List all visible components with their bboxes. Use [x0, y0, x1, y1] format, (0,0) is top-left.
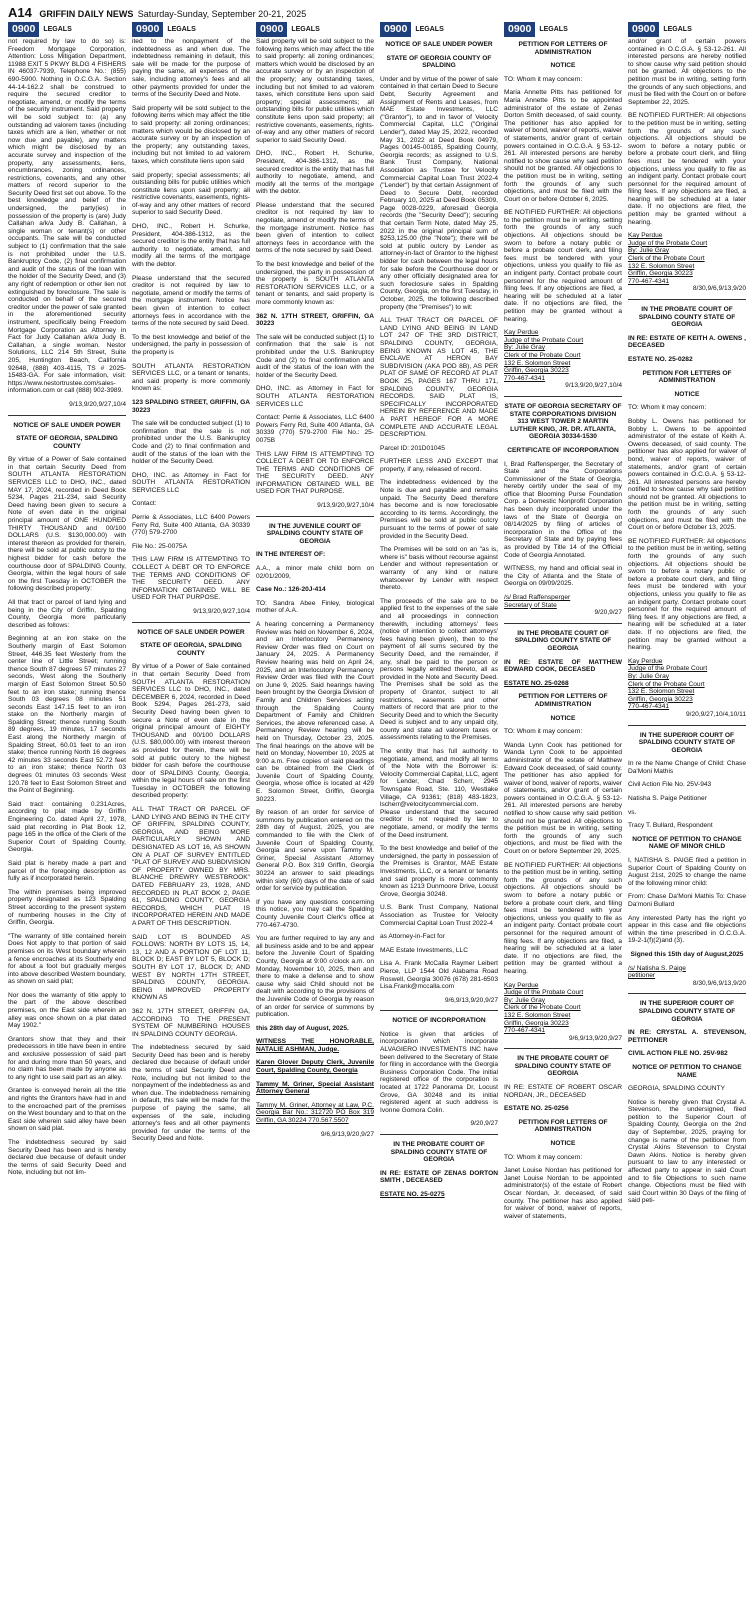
- signature-line: 132 E. Solomon Street: [504, 1011, 571, 1019]
- page-number: A14: [8, 5, 32, 20]
- notice-paragraph: Parcel ID: 201D01045: [380, 444, 445, 452]
- notice-paragraph: If you have any questions concerning this notice, you may call the Spalding County Juvenile Court Clerk's office at 770-467-4730.: [256, 898, 374, 929]
- section-code: 0900: [256, 22, 287, 37]
- section-code: 0900: [132, 22, 163, 37]
- section-label: LEGALS: [415, 26, 444, 33]
- signature-block: [628, 658, 746, 711]
- notice-paragraph: Karen Glover Deputy Clerk, Juvenile Court, Spalding County, Georgia: [256, 1059, 374, 1075]
- notice-paragraph: TO: Sandra Abee Finley, biological mother of A.A.: [256, 599, 374, 615]
- notice-paragraph: I, NATISHA S. PAIGE filed a petition in Superior Court of Spalding County on August 21st, 2025 to change the name of the following minor child:: [628, 857, 746, 887]
- notice-paragraph: ited to the nonpayment of the indebtedness as and when due. The indebtedness remaining in default, this sale will be made for the purpose of paying the same, all expenses of the sale, including attorney's fees and all other payments provided for under the terms of the Security Deed and Note.: [132, 38, 250, 99]
- publication-dates: 9/20,9/27: [594, 609, 622, 617]
- notice-paragraph: DHO, INC. as Attorney in Fact for SOUTH ATLANTA RESTORATION SERVICES LLC: [132, 471, 250, 494]
- notice-paragraph: FURTHER LESS AND EXCEPT that property, if any, released of record.: [380, 458, 498, 473]
- signature-block: [628, 232, 746, 285]
- signature-line: petitioner: [628, 972, 656, 980]
- notice-paragraph: Contact:: [132, 500, 157, 508]
- signature-line: Judge of the Probate Court: [628, 239, 708, 247]
- notice-paragraph: Please understand that the secured creditor is not required by law to negotiate, amend or modify the terms of the mortgage instrument. Notice has been given of intention to collect attorneys fees in accordance with the terms of the note secured by said Deed.: [132, 274, 250, 328]
- publication-dates: 8/30,9/6,9/13,9/20: [692, 285, 746, 293]
- notice-heading: CERTIFICATE OF INCORPORATION: [507, 446, 619, 454]
- notice-paragraph: Beginning at an iron stake on the Southerly margin of East Solomon Street, 446.35 feet Westerly from the center line of Little Street; running thence South 87 degrees 57 minutes 27 seconds, West along the Southerly margin of East Solomon Street 50.50 feet to an iron stake; running thence South 03 degrees 08 minutes 51 seconds East 147.15 feet to an iron stake on the Northerly margin of Spalding Street; thence running South 89 degrees, 19 minutes, 17 seconds East along the Northerly margin of Spalding Street, 60.01 feet to an iron stake; thence running North 16 degrees 42 minutes 33 seconds East 52.72 feet to an iron stake; thence North 03 degrees 01 minutes 03 seconds West 120.78 feet to East Solomon Street and the Point of Beginning.: [8, 635, 126, 795]
- notice-paragraph: By virtue of a Power of Sale contained in that certain Security Deed from SOUTH ATLANTA RESTORATION SERVICES LLC to DHO, INC., dated MAY 17, 2024, recorded in Deed Book 5234, Pages 211-234, said Security Deed having been given to secure a Note of even date in the original principal amount of ONE HUNDRED THIRTY THOUSAND and 00/100 DOLLARS (U.S. $130,000.00) with interest thereon as provided for therein, there will be sold at public outcry to the highest bidder for cash before the courthouse door of SPALDING County, Georgia, within the legal hours of sale on the first Tuesday in OCTOBER the following described property:: [8, 456, 126, 593]
- notice-paragraph: The Premises will be sold on an "as is, where is" basis without recourse against Lender and without representation or warranty of any kind or nature whatsoever by Lender with respect thereto.: [380, 546, 498, 592]
- notice-divider: [380, 1134, 498, 1135]
- notice-paragraph: A.A., a minor male child born on 02/01/2009,: [256, 565, 374, 580]
- notice-paragraph: File No.: 25-0075A: [132, 542, 187, 550]
- notice-paragraph: GEORGIA, SPALDING COUNTY: [628, 1085, 725, 1093]
- column-body: [8, 38, 126, 1177]
- signature-line: By: Julie Gray: [504, 344, 546, 352]
- column-2: [132, 22, 250, 1590]
- signature-line: 770-467-4341: [504, 374, 546, 382]
- section-header: [132, 22, 250, 37]
- notice-divider: [504, 1048, 622, 1049]
- publication-dates: 9/13,9/20,9/27,10/4: [317, 502, 374, 510]
- notice-paragraph: Lisa A. Frank McCalla Raymer Leibert Pierce, LLP 1544 Old Alabama Road Roswell, Georgia 30076 (678) 281-6503 Lisa.Frank@mccalla.com: [380, 960, 498, 991]
- notice-divider: [8, 415, 126, 416]
- notice-paragraph: I, Brad Raffensperger, the Secretary of State and the Corporations Commissioner of the State of Georgia, hereby certify under the seal of my office that Blooming Purse Foundation Corp. a Domestic Nonprofit Corporation has been duly incorporated under the laws of the State of Georgia on 08/14/2025 by filing of articles of incorporation in the Office of the Secretary of State and by paying fees as provided by Title 14 of the Official Code of Georgia Annotated.: [504, 460, 622, 559]
- notice-paragraph: Said tract containing 0.231Acres, according to plat made by Griffin Engineering Co. dated April 27, 1978, said plat recording in Plat Book 12, page 165 in the office of the Clerk of the Superior Court of Spalding County, Georgia.: [8, 800, 126, 854]
- section-header: [380, 22, 498, 37]
- notice-paragraph: WITNESS THE HONORABLE, NATALIE ASHMAN, Judge.: [256, 1038, 374, 1053]
- section-code: 0900: [8, 22, 39, 37]
- notice-paragraph: The indebtedness secured by said Security Deed has been and is hereby declared due because of default under the terms of said Security Deed and Note, including but not lim-: [8, 1138, 126, 1177]
- notice-paragraph: Please understand that the secured creditor is not required by law to negotiate, amend or modify the terms of the mortgage instrument. Notice has been given of intention to collect attorneys fees in accordance with the terms of the note secured by said Deed.: [256, 201, 374, 255]
- signature-line: 132 E. Solomon Street: [628, 262, 695, 270]
- notice-heading: IN THE SUPERIOR COURT OF SPALDING COUNTY STATE OF GEORGIA: [638, 1000, 736, 1023]
- notice-paragraph: 362 N. 17TH STREET, GRIFFIN, GA 30223: [256, 312, 374, 328]
- publication-name: GRIFFIN DAILY NEWS: [39, 9, 134, 19]
- publication-dates: 9/13,9/20,9/27,10/4: [193, 608, 250, 615]
- notice-divider: [628, 993, 746, 994]
- notice-paragraph: DHO, INC., Robert H. Schurke, President, 404-386-1312, as the secured creditor is the entity that has full authority to negotiate, amend, and modify all the terms of the mortgage with the debtor.: [256, 150, 374, 196]
- notice-paragraph: Bobby L. Owens has petitioned for Bobby L. Owens to be appointed administrator of the estate of Keith A. Owens deceased, of said county. The petitioner has also applied for waiver of bond, waiver of reports, waiver of statements, and/or grant of certain powers contained in O.C.G.A. § 53-12-261. All interested persons are hereby notified to show cause why said petition should not be granted. All objections to the petition must be in writing, setting forth the grounds of any such objections, and must be filed with the Court on or before October 13, 2025.: [628, 417, 746, 532]
- signature-block: [504, 982, 622, 1035]
- notice-heading: STATE OF GEORGIA, SPALDING COUNTY: [140, 642, 242, 657]
- notice-heading: PETITION FOR LETTERS OF ADMINISTRATION: [642, 369, 732, 385]
- publication-dates: 9/20,9/27: [470, 1120, 498, 1128]
- notice-heading: STATE OF GEORGIA, SPALDING COUNTY: [16, 435, 118, 450]
- notice-paragraph: Janet Louise Nordan has petitioned for Janet Louise Nordan to be appointed administrator(s) of the estate of Robert Oscar Nordan, Jr. deceased, of said county. The petitioner has also applied for waiver of bond, waiver of reports, waiver of statements,: [504, 1167, 622, 1220]
- notice-paragraph: ESTATE NO. 25-0268: [504, 679, 569, 687]
- signature-line: By: Julie Gray: [504, 996, 546, 1004]
- section-code: 0900: [628, 22, 659, 37]
- notice-paragraph: Tammy M. Griner, Special Assistant Attorney General: [256, 1080, 374, 1096]
- notice-paragraph: BE NOTIFIED FURTHER: All objections to the petition must be in writing, setting forth the grounds of any such objections. All objections should be sworn to before a notary public or before a probate court clerk, and filing fees must be tendered with your objections, unless you qualify to file as an indigent party. Contact probate court personnel for the required amount of filing fees. If any objections are filed, a hearing will be scheduled at a later date. If no objections are filed, the petition may be granted without a hearing.: [504, 209, 622, 323]
- section-label: LEGALS: [539, 26, 568, 33]
- notice-paragraph: The indebtedness evidenced by the Note is due and payable and remains unpaid. The Security Deed therefore has become and is now foreclosable according to its terms. Accordingly, the Premises will be sold at public outcry pursuant to the terms of power of sale provided in the Security Deed.: [380, 479, 498, 540]
- notice-heading: NOTICE OF SALE UNDER POWER: [385, 41, 493, 48]
- notice-paragraph: Case No.: 126-20J-414: [256, 586, 326, 594]
- notice-heading: IN THE PROBATE COURT OF SPALDING COUNTY STATE OF GEORGIA: [390, 1141, 488, 1164]
- notice-paragraph: By virtue of a Power of Sale contained in that certain Security Deed from SOUTH ATLANTA RESTORATION SERVICES LLC to DHO, INC., dated DECEMBER 6, 2024, recorded in Deed Book 5294, Pages 261-273, said Security Deed having been given to secure a Note of even date in the original principal amount of EIGHTY THOUSAND and 00/100 DOLLARS (U.S. $80,000.00) with interest thereon as provided for therein, there will be sold at public outcry to the highest bidder for cash before the courthouse door of SPALDING County, Georgia, within the legal hours of sale on the first Tuesday in OCTOBER the following described property:: [132, 663, 250, 800]
- notice-paragraph: TO: Whom it may concern:: [504, 75, 583, 83]
- notice-paragraph: ALL THAT TRACT OR PARCEL OF LAND LYING AND BEING IN THE CITY OF GRIFFIN, SPALDING COUNTY, GEORGIA, AND BEING MORE PARTICULARLY SHOWN AND DESIGNATED AS LOT 16, AS SHOWN ON A PLAT OF SURVEY ENTITLED "PLAT OF SURVEY AND SUBDIVISION OF PROPERTY OWNED BY MRS. BLANCHE DREWRY WESTBROOK" DATED FEBRUARY 23, 1928, AND RECORDED IN PLAT BOOK 2, PAGE 61, SPALDING COUNTY, GEORGIA RECORDS, WHICH PLAT IS INCORPORATED HEREIN AND MADE A PART OF THIS DESCRIPTION.: [132, 806, 250, 927]
- notice-paragraph: From: Chase Da'Moni Mathis To: Chase Da'moni Bullard: [628, 893, 746, 908]
- notice-paragraph: BE NOTIFIED FURTHER: All objections to the petition must be in writing, setting forth the grounds of any such objections. All objections should be sworn to before a notary public or before a probate court clerk, and filing fees must be tendered with your objections, unless you qualify to file as an indigent party. Contact probate court personnel for the required amount of filing fees. If any objections are filed, a hearing will be scheduled at a later date. If no objections are filed, the petition may be granted without a hearing.: [628, 537, 746, 652]
- notice-heading: NOTICE: [674, 390, 700, 398]
- notice-paragraph: 123 SPALDING STREET, GRIFFIN, GA 30223: [132, 398, 250, 414]
- section-header: [8, 22, 126, 37]
- signature-line: By: Julie Gray: [628, 247, 670, 255]
- notice-paragraph: as Attorney-in-Fact for: [380, 933, 445, 941]
- notice-paragraph: All that tract or parcel of land lying and being in the City of Griffin, Spalding County, Georgia more particularly described as follows:: [8, 598, 126, 629]
- notice-paragraph: ESTATE NO. 25-0275: [380, 1190, 445, 1198]
- notice-paragraph: You are further required to lay any and all business aside and to be and appear before the Juvenile Court of Spalding County, Georgia at 9:00 o'clock a.m. on Monday, November 10, 2025, then and there to make a defense and to show cause why said Child should not be dealt with according to the provisions of the Juvenile Code of Georgia by reason of an order for service of summons by publication.: [256, 935, 374, 1019]
- publication-dates: 9/20,9/27,10/4,10/11: [685, 710, 746, 718]
- signature-line: Griffin, Georgia 30223: [504, 1019, 569, 1027]
- signature-line: 132 E. Solomon Street: [628, 688, 695, 696]
- notice-paragraph: The sale will be conducted subject (1) to confirmation that the sale is not prohibited under the U.S. Bankruptcy Code and (2) to final confirmation and audit of the status of the loan with the holder of the Security Deed.: [256, 333, 374, 379]
- notice-heading: NOTICE OF SALE UNDER POWER: [13, 421, 121, 429]
- section-code: 0900: [380, 22, 411, 37]
- notice-heading: PETITION FOR LETTERS OF ADMINISTRATION: [518, 693, 608, 708]
- notice-paragraph: TO: Whom it may concern:: [504, 728, 583, 736]
- publication-dates: 9/6,9/13,9/20,9/27: [320, 1130, 374, 1138]
- publication-dates: 9/6,9/13,9/20,9/27: [568, 1034, 622, 1042]
- signature-line: Kay Perdue: [628, 657, 663, 665]
- notice-heading: IN THE PROBATE COURT OF SPALDING COUNTY STATE OF GEORGIA: [514, 1055, 612, 1078]
- notice-divider: [380, 1010, 498, 1011]
- notice-heading: IN THE PROBATE COURT OF SPALDING COUNTY STATE OF GEORGIA: [638, 306, 736, 329]
- signature-line: Kay Perdue: [504, 329, 539, 337]
- notice-paragraph: not required by law to do so) is: Freedom Mortgage Corporation, Attention: Loss Mitigation Department, 11988 EXIT 5 PKWY BLDG 4 FISHERS IN 46037-7939, Telephone No.: (855) 690-5900. Nothing in O.C.G.A. Section 44-14-162.2 shall be construed to require the secured creditor to negotiate, amend, or modify the terms of the security instrument. Said property will be sold subject to: (a) any outstanding ad valorem taxes (including taxes which are a lien, whether or not now due and payable), any matters which might be disclosed by an accurate survey and inspection of the property, any assessments, liens, encumbrances, zoning ordinances, restrictions, covenants, and any other matters of record superior to the Security Deed first set out above. To the best knowledge and belief of the undersigned, the party(ies) in possession of the property is (are) Judy Callahan a/k/a Judy B. Callahan, a single woman or tenant(s) or other occupants. The sale will be conducted subject to (1) confirmation that the sale is not prohibited under the U.S. Bankruptcy Code, (2) final confirmation and audit of the status of the loan with the holder of the Security Deed, and (3) any right of redemption or other lien not extinguished by foreclosure. The sale is conducted on behalf of the secured creditor under the power of sale granted in the aforementioned security instrument, specifically being Freedom Mortgage Corporation as Attorney in Fact for Judy Callahan a/k/a Judy B. Callahan, a single woman. Nestor Solutions, LLC 214 5th Street, Suite 205, Huntington Beach, California 92648, (888) 403-4115, TS # 2025-15483-GA. For sale information, visit: https://www.nestortrustee.com/sales-information.com or call (888) 902-3989.: [8, 38, 126, 395]
- signature-block: [504, 329, 622, 382]
- notice-paragraph: IN RE: ESTATE OF ZENAS DORTON SMITH , DECEASED: [380, 1169, 498, 1185]
- notice-heading: NOTICE OF PETITION TO CHANGE NAME: [632, 1063, 742, 1079]
- section-header: [504, 22, 622, 37]
- notice-paragraph: and/or grant of certain powers contained in O.C.G.A. § 53-12-261. All interested persons are hereby notified to show cause why said petition should not be granted. All objections to the petition must be in writing, setting forth the grounds of any such objections, and must be filed with the Court on or before September 22, 2025.: [628, 38, 746, 106]
- signature-line: 770-467-4341: [628, 703, 670, 711]
- signature-line: Judge of the Probate Court: [504, 989, 584, 997]
- notice-paragraph: Maria Annette Pitts has petitioned for Maria Annette Pitts to be appointed administrator of the estate of Zenas Dorton Smith deceased, of said county. The petitioner has also applied for waiver of bond, waiver of reports, waiver of statements, and/or grant of certain powers contained in O.C.G.A. § 53-12-261. All interested persons are hereby notified to show cause why said petition should not be granted. All objections to the petition must be in writing, setting forth the grounds of any such objections, and must be filed with the Court on or before October 6, 2025.: [504, 89, 622, 203]
- notice-paragraph: SAID LOT IS BOUNDED AS FOLLOWS: NORTH BY LOTS 15, 14, 13, 12 AND A PORTION OF LOT 11, BLOCK D; EAST BY LOT 5, BLOCK D; SOUTH BY LOT 17, BLOCK D; AND WEST BY NORTH 17TH STREET, SPALDING COUNTY, GEORGIA. BEING IMPROVED PROPERTY KNOWN AS: [132, 933, 250, 1002]
- signature-line: Clerk of the Probate Court: [504, 351, 581, 359]
- issue-date: Saturday-Sunday, September 20-21, 2025: [137, 9, 307, 19]
- notice-divider: [504, 623, 622, 624]
- publication-dates: 9/13,9/20,9/27,10/4: [565, 382, 622, 390]
- column-body: [504, 41, 622, 1220]
- notice-paragraph: The entity that has full authority to negotiate, amend, and modify all terms of the Note with the Borrower is: Velocity Commercial Capital, LLC, agent for Lender, Chad Scherr, 2945 Townsgate Road, Ste. 110, Westlake Village, CA 91361; (818) 483-1823, lscherr@velocitycommercial.com. Please understand that the secured creditor is not required by law to negotiate, amend, or modify the terms of the Deed instrument.: [380, 748, 498, 839]
- notice-heading: STATE OF GEORGIA SECRETARY OF STATE CORPORATIONS DIVISION 313 WEST TOWER 2 MARTIN LUTHER KING, JR. DR. ATLANTA, GEORGIA 30334-1530: [504, 402, 622, 441]
- notice-paragraph: Civil Action File No. 25V-943: [628, 781, 712, 789]
- column-body: [256, 38, 374, 1138]
- notice-divider: [628, 299, 746, 300]
- notice-paragraph: A hearing concerning a Permanency Review was held on November 6, 2024, and an Interlocutory Permanency Review Order was filed on Court on January 24, 2025. A Permanency Review hearing was held on April 24, 2025, and an Interlocutory Permanency Review Order was filed with the Court on June 9, 2025. Said hearings having been brought by the Georgia Division of Family and Children Services acting through the Spalding County Department of Family and Children Services, the above referenced case. A Permanency Review hearing will be held on Thursday, October 23, 2025. The final hearings on the above will be held on Monday, November 10, 2025 at 9:00 a.m. Free copies of said pleadings can be obtained from the Clerk of Juvenile Court of Spalding County, Georgia, whose office is located at 429 E. Solomon Street, Griffin, Georgia 30223.: [256, 621, 374, 803]
- notice-paragraph: In re the Name Change of Child: Chase Da'Moni Mathis: [628, 760, 746, 775]
- notice-paragraph: Grantors show that they and their predecessors in title have been in entire and exclusive possession of said part for and during more than 50 years, and no claim has been made by anyone as to any right to use said part as an alley.: [8, 1035, 126, 1081]
- notice-paragraph: ESTATE NO. 25-0256: [504, 1105, 569, 1113]
- signature-line: Clerk of the Probate Court: [504, 1004, 581, 1012]
- notice-paragraph: MAE Estate Investments, LLC: [380, 946, 468, 954]
- notice-paragraph: WITNESS, my hand and official seal in the City of Atlanta and the State of Georgia on 09/09/2025.: [504, 565, 622, 588]
- notice-paragraph: DHO, INC. as Attorney in Fact for SOUTH ATLANTA RESTORATION SERVICES LLC: [256, 385, 374, 408]
- signature-line: Judge of the Probate Court: [504, 336, 584, 344]
- notice-heading: IN THE SUPERIOR COURT OF SPALDING COUNTY STATE OF GEORGIA: [638, 731, 736, 754]
- section-label: LEGALS: [43, 26, 72, 33]
- section-label: LEGALS: [663, 26, 692, 33]
- notice-paragraph: To the best knowledge and belief of the undersigned, the party in possession of the property is: [132, 333, 250, 356]
- signature-line: Clerk of the Probate Court: [628, 680, 705, 688]
- notice-paragraph: The sale will be conducted subject (1) to confirmation that the sale is not prohibited under the U.S. Bankruptcy Code and (2) to final confirmation and audit of the status of the loan with the holder of the Security Deed.: [132, 420, 250, 466]
- notice-paragraph: IN THE INTEREST OF:: [256, 551, 326, 559]
- notice-paragraph: TO: Whom it may concern:: [504, 1153, 583, 1161]
- column-5: [504, 22, 622, 1590]
- notice-heading: NOTICE OF INCORPORATION: [392, 1017, 486, 1025]
- notice-heading: PETITION FOR LETTERS OF ADMINISTRATION: [518, 41, 608, 56]
- notice-heading: Signed this 15th day of August,2025: [630, 950, 744, 958]
- notice-heading: IN THE PROBATE COURT OF SPALDING COUNTY STATE OF GEORGIA: [514, 629, 612, 652]
- notice-paragraph: The proceeds of the sale are to be applied first to the expenses of the sale and all proceedings in connection therewith, including attorneys' fees (notice of intention to collect attorneys' fees having been given), then to the payment of all sums secured by the Security Deed, and the remainder, if any, shall be paid to the person or persons legally entitled thereto, all as provided in the Note and Security Deed. The Premises shall be sold as the property of Grantor, subject to all restrictions, easements and other matters of record that are prior to the Security Deed and to which the Security Deed is subject and to any unpaid city, county and state ad valorem taxes or assessments relating to the Premises.: [380, 597, 498, 742]
- section-label: LEGALS: [291, 26, 320, 33]
- notice-paragraph: TO: Whom it may concern:: [628, 404, 707, 412]
- column-1: [8, 22, 126, 1590]
- signature-block: [504, 594, 622, 609]
- publication-dates: 9/6,9/13,9/20,9/27: [444, 996, 498, 1004]
- signature-line: /s/ Natisha S. Paige: [628, 964, 686, 972]
- signature-line: /s/ Brad Raffensperger: [504, 594, 571, 601]
- notice-paragraph: IN RE: ESTATE OF KEITH A. OWENS , DECEASED: [628, 334, 746, 350]
- notice-paragraph: BE NOTIFIED FURTHER: All objections to the petition must be in writing, setting forth the grounds of any such objections. All objections should be sworn to before a notary public or before a probate court clerk, and filing fees must be tendered with your objections, unless you qualify to file as an indigent party. Contact probate court personnel for the required amount of filing fees. If any objections are filed, a hearing will be scheduled at a later date. If no objections are filed, the petition may be granted without a hearing.: [504, 861, 622, 975]
- notice-paragraph: "The warranty of title contained herein Does Not apply to that portion of said premises on its West boundary wherein a fence encroaches at its Southerly end for about a foot but gradually merges into above described Western boundary, as shown on said plat;: [8, 932, 126, 986]
- notice-paragraph: To the best knowledge and belief of the undersigned, the party in possession of the property is SOUTH ATLANTA RESTORATION SERVICES LLC, or a tenant or tenants, and said property is more commonly known as:: [256, 261, 374, 306]
- signature-line: Griffin, Georgia 30223: [628, 270, 693, 278]
- notice-paragraph: Nor does the warranty of title apply to the part of the above described premises, on the East side wherein an alley was once shown on a plat dated May 1902.": [8, 991, 126, 1030]
- notice-paragraph: Tracy T. Bullard, Respondent: [628, 822, 713, 830]
- signature-line: Kay Perdue: [628, 232, 663, 240]
- notice-heading: NOTICE: [550, 62, 576, 70]
- notice-paragraph: ESTATE NO. 25-0282: [628, 355, 693, 363]
- notice-paragraph: Tammy M. Griner, Attorney at Law, P.C. Georgia Bar No.: 312720 PO Box 319 Griffin, GA 30224 770.567.5507: [256, 1101, 374, 1125]
- column-6: [628, 22, 746, 1590]
- notice-divider: [132, 622, 250, 623]
- column-4: [380, 22, 498, 1590]
- notice-paragraph: IN RE: ESTATE OF ROBERT OSCAR NORDAN, JR., DECEASED: [504, 1084, 622, 1099]
- notice-heading: NOTICE OF SALE UNDER POWER: [137, 628, 245, 636]
- notice-heading: IN THE JUVENILE COURT OF SPALDING COUNTY STATE OF GEORGIA: [266, 522, 364, 545]
- notice-paragraph: Said plat is hereby made a part and parcel of the foregoing description as fully as if incorporated herein.: [8, 859, 126, 883]
- notice-divider: [256, 516, 374, 517]
- signature-line: 132 E. Solomon Street: [504, 359, 571, 367]
- section-code: 0900: [504, 22, 535, 37]
- signature-line: 770-467-4341: [628, 277, 670, 285]
- section-header: [628, 22, 746, 37]
- notice-divider: [504, 396, 622, 397]
- notice-paragraph: DHO, INC., Robert H. Schurke, President, 404-386-1312, as the secured creditor is the entity that has full authority to negotiate, amend, and modify all the terms of the mortgage with the debtor.: [132, 223, 250, 269]
- signature-line: Griffin, Georgia 30223: [504, 367, 569, 375]
- signature-line: Kay Perdue: [504, 981, 539, 989]
- notice-paragraph: vs.: [628, 808, 637, 816]
- notice-heading: NOTICE: [550, 714, 576, 722]
- notice-paragraph: The indebtedness secured by said Security Deed has been and is hereby declared due because of default under the terms of said Security Deed and Note, including but not limited to the nonpayment of the indebtedness as and when due. The indebtedness remaining in default, this sale will be made for the purpose of paying the same, all expenses of the sale, including attorney's fees and all other payments provided for under the terms of the Security Deed and Note.: [132, 1044, 250, 1143]
- column-3: [256, 22, 374, 1590]
- notice-paragraph: 362 N. 17TH STREET, GRIFFIN GA, ACCORDING TO THE PRESENT SYSTEM OF NUMBERING HOUSES IN SPALDING COUNTY GEORGIA.: [132, 1007, 250, 1038]
- notice-paragraph: U.S. Bank Trust Company, National Association as Trustee for Velocity Commercial Capital Loan Trust 2022-4: [380, 904, 498, 927]
- notice-paragraph: Notice is given that articles of incorporation which incorporate ALVAGIERO INVESTMENTS INC have been delivered to the Secretary of State for filing in accordance with the Georgia Business Corporation Code. The initial registered office of the corporation is located at 1722 Panorama Dr, Locust Grove, GA 30248 and its initial registered agent at such address is Ivonne Gomora Colin.: [380, 1030, 498, 1114]
- notice-paragraph: CIVIL ACTION FILE NO. 25V-982: [628, 1050, 728, 1058]
- notice-heading: NOTICE OF PETITION TO CHANGE NAME OF MINOR CHILD: [632, 835, 742, 851]
- publication-dates: 9/13,9/20,9/27,10/4: [69, 400, 126, 408]
- notice-paragraph: this 28th day of August, 2025.: [256, 1024, 349, 1032]
- notice-paragraph: Perrie & Associates, LLC 6400 Powers Ferry Rd, Suite 400 Atlanta, GA 30339 (770) 579-2700: [132, 514, 250, 537]
- notice-paragraph: THIS LAW FIRM IS ATTEMPTING TO COLLECT A DEBT OR TO ENFORCE THE TERMS AND CONDITIONS OF THE SECURITY DEED. ANY INFORMATION OBTAINED WILL BE USED FOR THAT PURPOSE.: [132, 556, 250, 602]
- signature-line: Clerk of the Probate Court: [628, 255, 705, 263]
- notice-paragraph: THIS LAW FIRM IS ATTEMPTING TO COLLECT A DEBT OR TO ENFORCE THE TERMS AND CONDITIONS OF THE SECURITY DEED. ANY INFORMATION OBTAINED WILL BE USED FOR THAT PURPOSE.: [256, 450, 374, 496]
- notice-paragraph: By reason of an order for service of summons by publication entered on the 28th day of August, 2025, you are commanded to file with the Clerk of Juvenile Court of Spalding County, Georgia and serve upon Tammy M. Griner, Special Assistant Attorney General P.O. Box 319 Griffin, Georgia 30224 an answer to said pleadings within sixty (60) days of the date of said order for service by publication.: [256, 809, 374, 893]
- signature-line: By: Julie Gray: [628, 672, 670, 680]
- publication-dates: 8/30,9/6,9/13,9/20: [692, 979, 746, 987]
- notice-paragraph: BE NOTIFIED FURTHER: All objections to the petition must be in writing, setting forth the grounds of any such objections. All objections should be sworn to before a notary public or before a probate court clerk, and filing fees must be tendered with your objections, unless you qualify to file as an indigent party. Contact probate court personnel for the required amount of filing fees. If any objections are filed, a hearing will be scheduled at a later date. If no objections are filed, the petition may be granted without a hearing.: [628, 112, 746, 226]
- notice-heading: STATE OF GEORGIA COUNTY OF SPALDING: [386, 54, 492, 70]
- notice-paragraph: Said property will be sold subject to the following items which may affect the title to said property: all zoning ordinances; matters which would be disclosed by an accurate survey or by an inspection of the property; any outstanding taxes, including but not limited to ad valorem taxes, which constitute liens upon said: [132, 104, 250, 165]
- notice-paragraph: ALL THAT TRACT OR PARCEL OF LAND LYING AND BEING IN LAND LOT 247 OF THE 3RD DISTRICT, SPALDING COUNTY, GEORGIA, BEING KNOWN AS LOT 45, THE ENCLAVE AT HERON BAY SUBDIVISION (AKA POD 8B), AS PER PLAT OF SAME OF RECORD AT PLAT BOOK 25, PAGES 167 THRU 171, SPALDING COUNTY, GEORGIA RECORDS. SAID PLAT IS, SPECIFICALLY INCORPORATED HEREIN BY REFERENCE AND MADE A PART HEREOF FOR A MORE COMPLETE AND ACCURATE LEGAL DESCRIPTION.: [380, 317, 498, 439]
- signature-line: 770-467-4341: [504, 1027, 546, 1035]
- column-body: [628, 38, 746, 1205]
- notice-paragraph: Any interested Party has the right yo appear in this case and file objections within the time prescribed in O.C.G.A. 19-2-1(f)(2)and (3).: [628, 914, 746, 945]
- signature-line: Judge of the Probate Court: [628, 665, 708, 673]
- notice-paragraph: Under and by virtue of the power of sale contained in that certain Deed to Secure Debt, Security Agreement and Assignment of Rents and Leases, from MAE Estate Investments, LLC ("Grantor"), to and in favor of Velocity Commercial Capital, LLC ("Original Lender"), dated May 25, 2022, recorded May 31, 2022 at Deed Book 04979, Pages 00145-00185, Spalding County, Georgia records; as assigned to U.S. Bank Trust Company, National Association as Trustee for Velocity Commercial Capital Loan Trust 2022-4 ("Lender") by that certain Assignment of Deed to Secure Debt, recorded February 10, 2025 at Deed Book 05309, Page 0028-0229, aforesaid Georgia records (the "Security Deed"); securing that certain Term Note, dated May 25, 2022 in the original principal sum of $253,125.00 (the "Note"); there will be sold at public outcry by Lender as attorney-in-fact of Grantor to the highest bidder for cash between the legal hours for sale before the Courthouse door or any other officially designated area for such foreclosure sales in Spalding County, Georgia, on the first Tuesday, in October, 2025, the following described property (the "Premises") to wit:: [380, 75, 498, 311]
- signature-line: Secretary of State: [504, 601, 557, 609]
- notice-heading: NOTICE: [550, 1140, 576, 1148]
- notice-paragraph: The within premises being improved property designated as 123 Spalding Street according to the present system of numbering houses in the City of Griffin, Georgia.: [8, 888, 126, 927]
- signature-line: Griffin, Georgia 30223: [628, 695, 693, 703]
- notice-paragraph: Said property will be sold subject to the following items which may affect the title to said property: all zoning ordinances; matters which would be disclosed by an accurate survey or by an inspection of the property; any outstanding taxes, including but not limited to ad valorem taxes, which constitute liens upon said property; special assessments; all outstanding bills for public utilities which constitute liens upon said property; all restrictive covenants, easements, rights-of-way and any other matters of record superior to said Security Deed.: [256, 38, 374, 144]
- notice-paragraph: IN RE: ESTATE OF MATTHEW EDWARD COOK, DECEASED: [504, 658, 622, 674]
- signature-block: [628, 965, 746, 980]
- notice-paragraph: IN RE: CRYSTAL A. STEVENSON, PETITIONER: [628, 1029, 746, 1044]
- column-body: [380, 41, 498, 1199]
- legals-columns: [8, 22, 748, 1590]
- notice-paragraph: SOUTH ATLANTA RESTORATION SERVICES LLC, or a tenant or tenants, and said property is more commonly known as:: [132, 362, 250, 393]
- notice-paragraph: Natisha S. Paige Petitioner: [628, 795, 707, 803]
- section-label: LEGALS: [167, 26, 196, 33]
- notice-paragraph: Notice is hereby given that Crystal A. Stevenson, the undersigned, filed petition to the Superior Court of Spalding County, Georgia on the 2nd day of September, 2025, praying for change is name of the petitioner from Crystal Akins Stevenson to Crystal Dawn Akins. Notice is hereby given pursuant to law to any interested or affected party to appear in said Court and to file Objections to such name change. Objections must be filed with said Court within 30 Days of the filing of said peti-: [628, 1098, 746, 1205]
- masthead: [8, 4, 748, 18]
- notice-paragraph: Grantee is conveyed herein all the title and rights the Grantors have had in and to the encroached part of the premises on the West boundary and to that on the East side wherein said alley have been shown on said plat.: [8, 1087, 126, 1133]
- section-header: [256, 22, 374, 37]
- notice-divider: [628, 725, 746, 726]
- notice-paragraph: Wanda Lynn Cook has petitioned for Wanda Lynn Cook to be appointed administrator of the estate of Matthew Edward Cook deceased, of said county. The petitioner has also applied for waiver of bond, waiver of reports, waiver of statements, and/or grant of certain powers contained in O.C.G.A. § 53-12-261. All interested persons are hereby notified to show cause why said petition should not be granted. All objections to the petition must be in writing, setting forth the grounds of any such objections, and must be filed with the Court on or before September 29, 2025.: [504, 741, 622, 856]
- column-body: [132, 38, 250, 1143]
- notice-paragraph: Contact: Perrie & Associates, LLC 6400 Powers Ferry Rd, Suite 400 Atlanta, GA 30339 (770) 579-2700 File No.: 25-0075B: [256, 414, 374, 444]
- notice-paragraph: said property; special assessments; all outstanding bills for public utilities which constitute liens upon said property; all restrictive covenants, easements, rights-of-way and any other matters of record superior to said Security Deed.: [132, 171, 250, 217]
- notice-heading: PETITION FOR LETTERS OF ADMINISTRATION: [518, 1118, 608, 1134]
- notice-paragraph: To the best knowledge and belief of the undersigned, the party in possession of the Premises is Grantor, MAE Estate Investments, LLC, or a tenant or tenants and said property is more commonly known as 1213 Dunmoore Drive, Locust Grove, Georgia 30248.: [380, 845, 498, 898]
